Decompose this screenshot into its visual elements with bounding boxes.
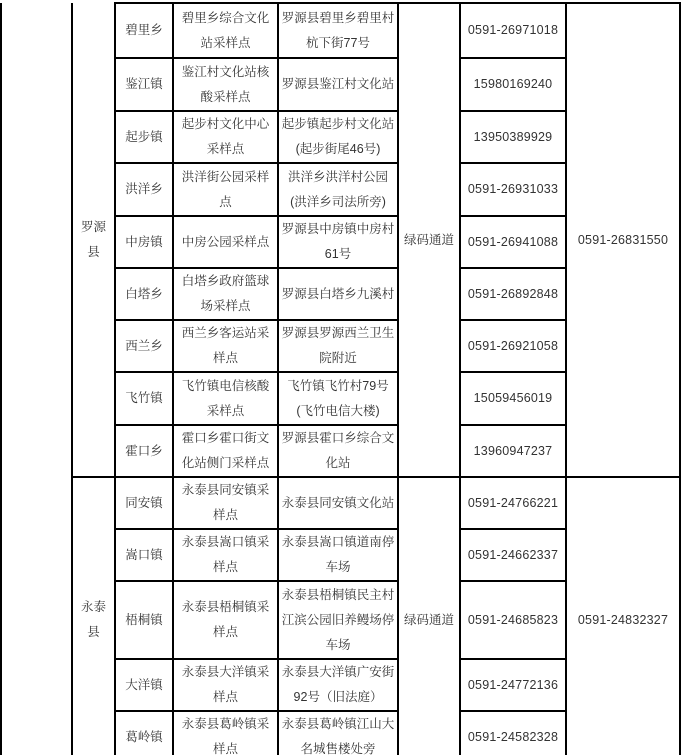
town-cell: 白塔乡 xyxy=(115,268,173,320)
address-cell: 飞竹镇飞竹村79号 (飞竹电信大楼) xyxy=(278,372,398,425)
phone-cell: 15059456019 xyxy=(460,372,566,425)
city-cell xyxy=(1,3,72,755)
site-cell: 中房公园采样点 xyxy=(173,216,278,268)
site-cell: 碧里乡综合文化 站采样点 xyxy=(173,3,278,58)
phone-cell: 0591-24766221 xyxy=(460,477,566,529)
phone-cell: 0591-26941088 xyxy=(460,216,566,268)
site-cell: 起步村文化中心 采样点 xyxy=(173,111,278,163)
address-cell: 起步镇起步村文化站 (起步街尾46号) xyxy=(278,111,398,163)
county-cell: 永泰县 xyxy=(72,477,115,755)
phone-cell: 0591-24662337 xyxy=(460,529,566,581)
address-cell: 罗源县碧里乡碧里村 杭下街77号 xyxy=(278,3,398,58)
address-cell: 永泰县嵩口镇道南停 车场 xyxy=(278,529,398,581)
phone-cell: 13950389929 xyxy=(460,111,566,163)
address-cell: 罗源县鉴江村文化站 xyxy=(278,58,398,111)
address-cell: 永泰县同安镇文化站 xyxy=(278,477,398,529)
site-cell: 鉴江村文化站核 酸采样点 xyxy=(173,58,278,111)
town-cell: 梧桐镇 xyxy=(115,581,173,659)
green-channel-cell: 绿码通道 xyxy=(398,3,460,477)
address-cell: 罗源县霍口乡综合文 化站 xyxy=(278,425,398,477)
site-cell: 永泰县嵩口镇采 样点 xyxy=(173,529,278,581)
site-cell: 洪洋街公园采样 点 xyxy=(173,163,278,216)
site-cell: 霍口乡霍口街文 化站侧门采样点 xyxy=(173,425,278,477)
phone-cell: 0591-26971018 xyxy=(460,3,566,58)
town-cell: 洪洋乡 xyxy=(115,163,173,216)
hotline-cell: 0591-24832327 xyxy=(566,477,680,755)
address-cell: 永泰县葛岭镇江山大 名城售楼处旁 xyxy=(278,711,398,755)
town-cell: 中房镇 xyxy=(115,216,173,268)
phone-cell: 13960947237 xyxy=(460,425,566,477)
hotline-cell: 0591-26831550 xyxy=(566,3,680,477)
address-cell: 永泰县梧桐镇民主村 江滨公园旧养鳗场停 车场 xyxy=(278,581,398,659)
county-cell: 罗源县 xyxy=(72,3,115,477)
phone-cell: 15980169240 xyxy=(460,58,566,111)
town-cell: 同安镇 xyxy=(115,477,173,529)
site-cell: 白塔乡政府篮球 场采样点 xyxy=(173,268,278,320)
site-cell: 西兰乡客运站采 样点 xyxy=(173,320,278,372)
phone-cell: 0591-26921058 xyxy=(460,320,566,372)
site-cell: 永泰县梧桐镇采 样点 xyxy=(173,581,278,659)
site-cell: 永泰县葛岭镇采 样点 xyxy=(173,711,278,755)
town-cell: 飞竹镇 xyxy=(115,372,173,425)
phone-cell: 0591-24685823 xyxy=(460,581,566,659)
town-cell: 碧里乡 xyxy=(115,3,173,58)
table-row xyxy=(1,3,680,58)
address-cell: 罗源县罗源西兰卫生 院附近 xyxy=(278,320,398,372)
town-cell: 西兰乡 xyxy=(115,320,173,372)
table-row xyxy=(1,477,680,529)
phone-cell: 0591-26892848 xyxy=(460,268,566,320)
address-cell: 罗源县中房镇中房村 61号 xyxy=(278,216,398,268)
phone-cell: 0591-26931033 xyxy=(460,163,566,216)
town-cell: 大洋镇 xyxy=(115,659,173,711)
phone-cell: 0591-24582328 xyxy=(460,711,566,755)
address-cell: 罗源县白塔乡九溪村 xyxy=(278,268,398,320)
sampling-sites-table xyxy=(0,2,681,755)
green-channel-cell: 绿码通道 xyxy=(398,477,460,755)
site-cell: 飞竹镇电信核酸 采样点 xyxy=(173,372,278,425)
town-cell: 霍口乡 xyxy=(115,425,173,477)
address-cell: 洪洋乡洪洋村公园 (洪洋乡司法所旁) xyxy=(278,163,398,216)
town-cell: 鉴江镇 xyxy=(115,58,173,111)
town-cell: 葛岭镇 xyxy=(115,711,173,755)
phone-cell: 0591-24772136 xyxy=(460,659,566,711)
address-cell: 永泰县大洋镇广安街 92号（旧法庭） xyxy=(278,659,398,711)
town-cell: 起步镇 xyxy=(115,111,173,163)
site-cell: 永泰县大洋镇采 样点 xyxy=(173,659,278,711)
town-cell: 嵩口镇 xyxy=(115,529,173,581)
site-cell: 永泰县同安镇采 样点 xyxy=(173,477,278,529)
